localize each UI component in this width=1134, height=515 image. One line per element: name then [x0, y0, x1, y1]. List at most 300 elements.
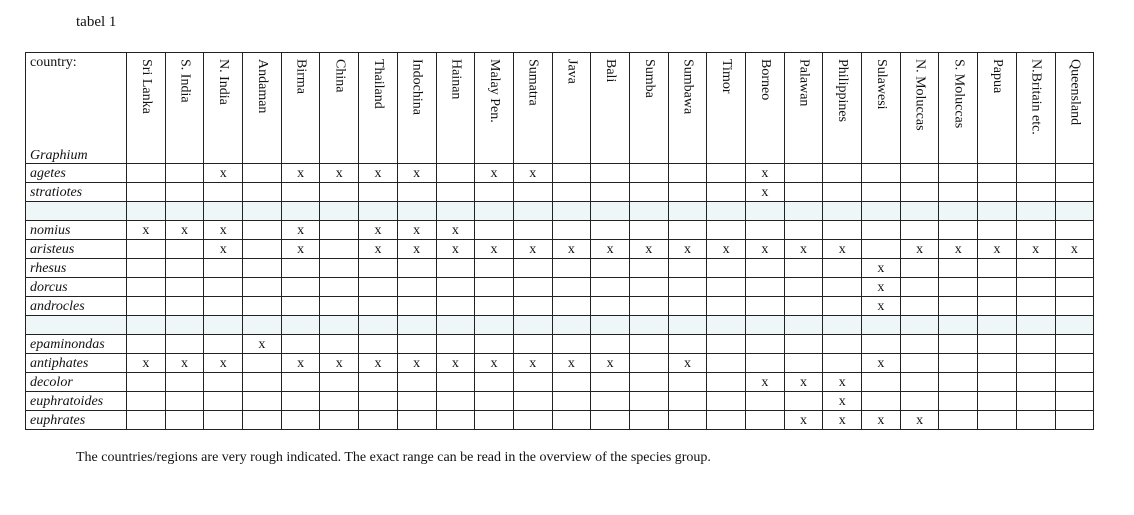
presence-cell [320, 411, 359, 430]
presence-cell [1055, 202, 1094, 221]
country-name: Sulawesi [873, 59, 889, 110]
presence-cell [862, 240, 901, 259]
presence-cell: x [784, 411, 823, 430]
presence-cell [1016, 411, 1055, 430]
presence-cell [281, 373, 320, 392]
presence-cell [397, 297, 436, 316]
presence-cell [707, 411, 746, 430]
presence-cell: x [552, 354, 591, 373]
presence-cell [939, 297, 978, 316]
presence-cell [320, 297, 359, 316]
presence-cell [746, 297, 785, 316]
presence-cell [436, 373, 475, 392]
presence-cell: x [823, 392, 862, 411]
country-name: Java [564, 59, 580, 84]
presence-cell [436, 335, 475, 354]
country-name: Sumatra [525, 59, 541, 106]
genus-label: Graphium [30, 148, 88, 163]
presence-cell [359, 316, 398, 335]
presence-cell [862, 392, 901, 411]
presence-cell: x [397, 240, 436, 259]
presence-cell [591, 202, 630, 221]
country-name: Sumba [641, 59, 657, 98]
presence-cell [552, 259, 591, 278]
presence-cell: x [862, 259, 901, 278]
presence-cell [513, 221, 552, 240]
presence-cell [707, 297, 746, 316]
table-row [26, 354, 1094, 373]
presence-cell [1055, 164, 1094, 183]
presence-cell [939, 373, 978, 392]
presence-cell [707, 278, 746, 297]
presence-cell [668, 316, 707, 335]
presence-cell: x [397, 354, 436, 373]
presence-cell [243, 202, 282, 221]
presence-cell: x [436, 354, 475, 373]
presence-cell [1055, 411, 1094, 430]
presence-cell [629, 221, 668, 240]
presence-cell [204, 278, 243, 297]
country-name: N. India [216, 59, 232, 105]
presence-cell [1016, 221, 1055, 240]
presence-cell [784, 392, 823, 411]
presence-cell [707, 316, 746, 335]
country-header [784, 53, 823, 164]
country-header [668, 53, 707, 164]
table-row [26, 259, 1094, 278]
presence-cell [436, 202, 475, 221]
presence-cell [127, 373, 166, 392]
country-header [1055, 53, 1094, 164]
distribution-table [25, 52, 1094, 430]
presence-cell [707, 335, 746, 354]
presence-cell [165, 240, 204, 259]
presence-cell [746, 221, 785, 240]
country-name: Birma [293, 59, 309, 94]
presence-cell [1016, 316, 1055, 335]
country-label: country: [30, 55, 77, 70]
presence-cell [552, 164, 591, 183]
presence-cell [707, 164, 746, 183]
presence-cell: x [552, 240, 591, 259]
presence-cell [629, 411, 668, 430]
table-row [26, 240, 1094, 259]
presence-cell [475, 373, 514, 392]
presence-cell: x [591, 240, 630, 259]
country-header [707, 53, 746, 164]
presence-cell [707, 373, 746, 392]
country-name: Queensland [1067, 59, 1083, 126]
country-name: Papua [989, 59, 1005, 94]
presence-cell: x [513, 354, 552, 373]
presence-cell: x [746, 164, 785, 183]
presence-cell [591, 411, 630, 430]
presence-cell [591, 164, 630, 183]
presence-cell [127, 202, 166, 221]
presence-cell [165, 335, 204, 354]
presence-cell: x [746, 183, 785, 202]
presence-cell [1055, 221, 1094, 240]
country-name: Timor [719, 59, 735, 94]
presence-cell [359, 411, 398, 430]
presence-cell [127, 297, 166, 316]
presence-cell [552, 373, 591, 392]
presence-cell [320, 373, 359, 392]
presence-cell [204, 392, 243, 411]
presence-cell [591, 183, 630, 202]
presence-cell [243, 373, 282, 392]
presence-cell [707, 221, 746, 240]
species-name: agetes [26, 164, 127, 183]
presence-cell [862, 373, 901, 392]
country-header [204, 53, 243, 164]
presence-cell [823, 221, 862, 240]
presence-cell [243, 297, 282, 316]
presence-cell [436, 164, 475, 183]
presence-cell [668, 221, 707, 240]
presence-cell: x [204, 354, 243, 373]
country-name: Sri Lanka [138, 59, 154, 114]
presence-cell [513, 297, 552, 316]
presence-cell: x [862, 354, 901, 373]
presence-cell: x [436, 240, 475, 259]
presence-cell [591, 221, 630, 240]
presence-cell [320, 240, 359, 259]
presence-cell [746, 335, 785, 354]
presence-cell [900, 354, 939, 373]
presence-cell [1055, 392, 1094, 411]
country-name: Bali [603, 59, 619, 83]
presence-cell: x [320, 164, 359, 183]
presence-cell [243, 278, 282, 297]
presence-cell: x [281, 240, 320, 259]
presence-cell: x [475, 164, 514, 183]
presence-cell [127, 278, 166, 297]
presence-cell [165, 202, 204, 221]
presence-cell: x [862, 278, 901, 297]
presence-cell [823, 183, 862, 202]
table-row [26, 316, 1094, 335]
presence-cell [552, 297, 591, 316]
presence-cell [243, 354, 282, 373]
presence-cell: x [127, 221, 166, 240]
country-header [127, 53, 166, 164]
presence-cell [243, 316, 282, 335]
species-name: euphratoides [26, 392, 127, 411]
presence-cell [629, 259, 668, 278]
presence-cell [746, 392, 785, 411]
presence-cell [1016, 183, 1055, 202]
presence-cell [668, 164, 707, 183]
presence-cell: x [1016, 240, 1055, 259]
presence-cell: x [978, 240, 1017, 259]
presence-cell: x [204, 221, 243, 240]
presence-cell [165, 164, 204, 183]
presence-cell [552, 278, 591, 297]
table-row [26, 373, 1094, 392]
species-name [26, 316, 127, 335]
presence-cell [1016, 202, 1055, 221]
presence-cell [475, 183, 514, 202]
presence-cell [397, 202, 436, 221]
presence-cell [243, 240, 282, 259]
presence-cell [784, 183, 823, 202]
country-header [513, 53, 552, 164]
presence-cell [939, 221, 978, 240]
presence-cell [552, 316, 591, 335]
presence-cell [978, 392, 1017, 411]
presence-cell [513, 259, 552, 278]
presence-cell [978, 373, 1017, 392]
presence-cell [513, 278, 552, 297]
presence-cell [862, 164, 901, 183]
presence-cell [1016, 392, 1055, 411]
presence-cell [475, 202, 514, 221]
species-name: rhesus [26, 259, 127, 278]
presence-cell [862, 316, 901, 335]
presence-cell [204, 373, 243, 392]
presence-cell [784, 335, 823, 354]
presence-cell: x [359, 240, 398, 259]
presence-cell: x [397, 164, 436, 183]
presence-cell [243, 164, 282, 183]
presence-cell [475, 392, 514, 411]
presence-cell [591, 316, 630, 335]
presence-cell: x [746, 240, 785, 259]
presence-cell [320, 392, 359, 411]
country-name: Palawan [796, 59, 812, 107]
presence-cell [397, 392, 436, 411]
presence-cell [165, 297, 204, 316]
presence-cell [629, 202, 668, 221]
presence-cell [165, 278, 204, 297]
presence-cell [475, 297, 514, 316]
species-name: antiphates [26, 354, 127, 373]
presence-cell [359, 297, 398, 316]
presence-cell [629, 164, 668, 183]
country-header [397, 53, 436, 164]
presence-cell [359, 373, 398, 392]
presence-cell [746, 354, 785, 373]
presence-cell [436, 411, 475, 430]
presence-cell [552, 335, 591, 354]
presence-cell [475, 278, 514, 297]
country-header [900, 53, 939, 164]
presence-cell: x [204, 164, 243, 183]
presence-cell [127, 183, 166, 202]
presence-cell [397, 316, 436, 335]
presence-cell [668, 183, 707, 202]
presence-cell [591, 392, 630, 411]
presence-cell [204, 411, 243, 430]
presence-cell [900, 316, 939, 335]
presence-cell [900, 164, 939, 183]
presence-cell [978, 411, 1017, 430]
presence-cell [165, 392, 204, 411]
table-row [26, 297, 1094, 316]
country-name: Sumbawa [680, 59, 696, 115]
presence-cell [204, 335, 243, 354]
country-header [746, 53, 785, 164]
species-name: epaminondas [26, 335, 127, 354]
presence-cell [978, 278, 1017, 297]
country-name: Andaman [254, 59, 270, 114]
presence-cell [591, 373, 630, 392]
presence-cell [359, 183, 398, 202]
presence-cell [629, 373, 668, 392]
presence-cell [204, 297, 243, 316]
presence-cell [1016, 335, 1055, 354]
presence-cell [320, 183, 359, 202]
presence-cell [127, 392, 166, 411]
presence-cell [320, 316, 359, 335]
presence-cell [475, 335, 514, 354]
presence-cell [552, 411, 591, 430]
presence-cell [823, 335, 862, 354]
presence-cell [784, 259, 823, 278]
presence-cell: x [127, 354, 166, 373]
presence-cell [165, 259, 204, 278]
presence-cell [978, 183, 1017, 202]
header-row [26, 53, 1094, 164]
presence-cell [1016, 164, 1055, 183]
presence-cell: x [862, 411, 901, 430]
presence-cell [939, 316, 978, 335]
species-name: nomius [26, 221, 127, 240]
presence-cell [978, 354, 1017, 373]
presence-cell: x [165, 354, 204, 373]
presence-cell [281, 411, 320, 430]
presence-cell [475, 316, 514, 335]
presence-cell [127, 164, 166, 183]
presence-cell [320, 202, 359, 221]
presence-cell [281, 335, 320, 354]
presence-cell [784, 278, 823, 297]
presence-cell [629, 316, 668, 335]
country-name: Hainan [448, 59, 464, 100]
presence-cell [320, 221, 359, 240]
presence-cell [204, 202, 243, 221]
presence-cell [320, 278, 359, 297]
table-row [26, 164, 1094, 183]
presence-cell [1016, 373, 1055, 392]
presence-cell [513, 335, 552, 354]
country-name: Indochina [409, 59, 425, 115]
presence-cell [591, 335, 630, 354]
presence-cell [359, 335, 398, 354]
presence-cell [475, 411, 514, 430]
presence-cell [823, 278, 862, 297]
country-header [552, 53, 591, 164]
presence-cell [784, 297, 823, 316]
presence-cell [939, 259, 978, 278]
presence-cell [281, 297, 320, 316]
presence-cell [746, 259, 785, 278]
presence-cell [939, 411, 978, 430]
presence-cell [552, 221, 591, 240]
presence-cell [552, 183, 591, 202]
presence-cell [939, 278, 978, 297]
country-header [359, 53, 398, 164]
country-name: Philippines [835, 59, 851, 123]
presence-cell: x [900, 411, 939, 430]
presence-cell [978, 221, 1017, 240]
presence-cell [513, 183, 552, 202]
presence-cell: x [320, 354, 359, 373]
presence-cell [281, 316, 320, 335]
presence-cell [629, 354, 668, 373]
presence-cell [397, 183, 436, 202]
presence-cell [862, 202, 901, 221]
presence-cell [900, 392, 939, 411]
country-name: N. Moluccas [912, 59, 928, 131]
presence-cell: x [629, 240, 668, 259]
country-name: S. Moluccas [951, 59, 967, 129]
country-header [320, 53, 359, 164]
country-header [1016, 53, 1055, 164]
table-row [26, 183, 1094, 202]
presence-cell: x [707, 240, 746, 259]
presence-cell [668, 411, 707, 430]
presence-cell: x [281, 354, 320, 373]
presence-cell: x [939, 240, 978, 259]
presence-cell: x [591, 354, 630, 373]
presence-cell [127, 259, 166, 278]
presence-cell: x [436, 221, 475, 240]
presence-cell [397, 373, 436, 392]
presence-cell [668, 278, 707, 297]
presence-cell [629, 335, 668, 354]
presence-cell [397, 411, 436, 430]
presence-cell [359, 278, 398, 297]
presence-cell: x [397, 221, 436, 240]
presence-cell [629, 392, 668, 411]
presence-cell [707, 259, 746, 278]
presence-cell [862, 335, 901, 354]
presence-cell [513, 373, 552, 392]
presence-cell [629, 297, 668, 316]
table-row [26, 335, 1094, 354]
presence-cell [668, 392, 707, 411]
country-name: Thailand [370, 59, 386, 109]
presence-cell [281, 392, 320, 411]
presence-cell [900, 297, 939, 316]
presence-cell [436, 259, 475, 278]
presence-cell [1055, 297, 1094, 316]
presence-cell [784, 202, 823, 221]
table-body [26, 164, 1094, 430]
presence-cell [1055, 373, 1094, 392]
table-row [26, 411, 1094, 430]
presence-cell [436, 297, 475, 316]
presence-cell [823, 164, 862, 183]
presence-cell [397, 259, 436, 278]
presence-cell [1016, 354, 1055, 373]
species-name: androcles [26, 297, 127, 316]
presence-cell [900, 278, 939, 297]
presence-cell [862, 183, 901, 202]
presence-cell [165, 316, 204, 335]
presence-cell [707, 202, 746, 221]
presence-cell [552, 392, 591, 411]
presence-cell: x [900, 240, 939, 259]
presence-cell [1055, 335, 1094, 354]
presence-cell [436, 183, 475, 202]
country-header [243, 53, 282, 164]
presence-cell: x [243, 335, 282, 354]
presence-cell: x [862, 297, 901, 316]
species-name: euphrates [26, 411, 127, 430]
